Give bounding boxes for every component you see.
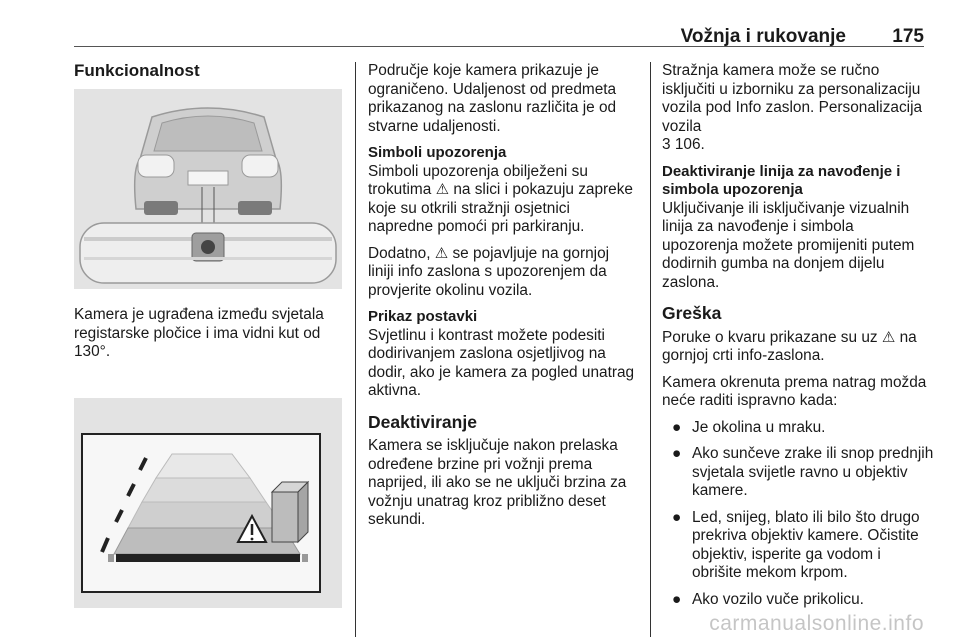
list-item: ● Ako sunčeve zrake ili snop prednjih svjetala svijetle ravno u objektiv kamere. [672,445,934,499]
dodatno-text: Dodatno, ⚠ se pojavljuje na gornjoj liniji info zaslona s upozorenjem da provjerite okolinu vozila. [368,244,610,299]
funkcionalnost-text: Kamera je ugrađena između svjetala registarske pločice i ima vidni kut od 130°. [74,306,324,360]
chapter-title: Vožnja i rukovanje [680,26,846,47]
column-3 [662,62,934,617]
bullet-icon: ● [672,508,682,526]
bullet-icon: ● [672,590,682,608]
section-heading-greska: Greška [662,303,722,323]
bullet-icon: ● [672,445,682,462]
subheading-deaktiviranje-linija: Deaktiviranje linija za navođenje i simbola upozorenja [662,162,901,198]
deaktiviranje-text: Kamera se isključuje nakon prelaska određene brzine pri vožnji prema naprijed, ili ako se ne uključi brzina za vožnju unatrag kroz približno deset sekundi. [368,437,627,528]
camera-area-text: Područje koje kamera prikazuje je ograničeno. Udaljenost od predmeta prikazanog na zaslonu različita je od stvarne udaljenosti. [368,62,617,135]
column-divider [355,62,356,637]
bullet-icon: ● [672,418,682,436]
list-item: ● Ako vozilo vuče prikolicu. [672,590,864,608]
column-2 [368,62,638,538]
section-heading-deaktiviranje: Deaktiviranje [368,411,477,432]
guidelines-text: Uključivanje ili isključivanje vizualnih linija za navođenje i simbola upozorenja možete promijeniti putem dodirnih gumba na donjem dijelu zaslona. [662,199,915,291]
subheading-simboli-upozorenja: Simboli upozorenja [368,144,507,161]
camera-display-illustration [74,398,342,608]
page-number: 175 [892,26,924,47]
page-reference: 3 106. [662,136,705,153]
page-header [74,26,924,47]
error-message-text: Poruke o kvaru prikazane su uz ⚠ na gornjoj crti info-zaslona. [662,328,917,364]
warning-icon: ⚠ [435,181,450,198]
conditions-list [662,419,934,610]
list-item: ● Je okolina u mraku. [672,418,826,436]
manual-disable-text: Stražnja kamera može se ručno isključiti u izborniku za personalizaciju vozila pod Info zaslon. Personalizacija vozila 3 106. [662,62,923,153]
column-1 [74,62,342,613]
car-rear-camera-illustration [74,89,342,289]
watermark: carmanualsonline.info [709,612,924,635]
section-heading-funkcionalnost: Funkcionalnost [74,61,200,80]
subheading-prikaz-postavki: Prikaz postavki [368,308,478,325]
warning-icon: ⚠ [434,244,449,262]
prikaz-postavki-text: Svjetlinu i kontrast možete podesiti dodirivanjem zaslona osjetljivog na dodir, ako je kamera za pogled unatrag aktivna. [368,326,635,399]
simboli-text: Simboli upozorenja obilježeni su trokutima ⚠ na slici i pokazuju zapreke koje su otkrili stražnji osjetnici napredne pomoći pri parkiranju. [368,162,633,235]
camera-conditions-text: Kamera okrenuta prema natrag možda neće raditi ispravno kada: [662,373,927,409]
column-divider [650,62,651,637]
list-item: ● Led, snijeg, blato ili bilo što drugo prekriva objektiv kamere. Očistite objektiv, isperite ga vodom i obrišite mekom krpom. [672,508,920,581]
warning-icon: ⚠ [881,328,896,346]
